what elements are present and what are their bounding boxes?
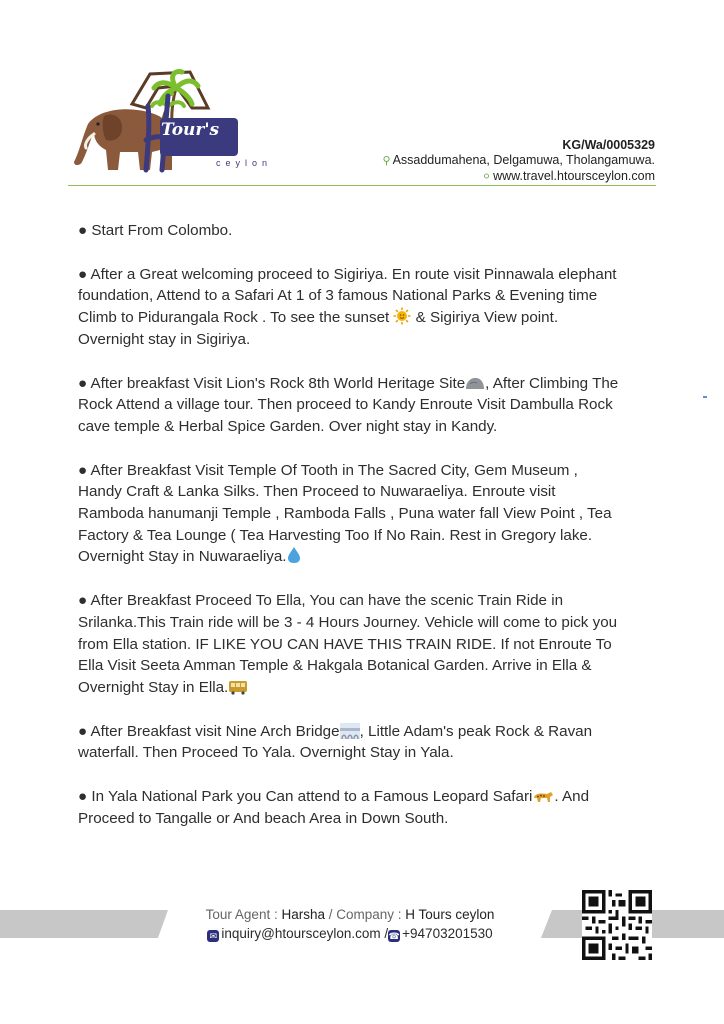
- globe-icon: ⚪: [481, 171, 492, 183]
- itinerary-text: . And Proceed to Tangalle or And beach Area in Down South.: [78, 788, 590, 827]
- company-label: Company :: [336, 907, 406, 922]
- footer-contact: [190, 905, 510, 943]
- itinerary-item: [78, 264, 623, 351]
- company-logo: [68, 66, 273, 178]
- footer-separator: /: [325, 907, 337, 922]
- itinerary-item: [78, 220, 623, 242]
- address-line: [383, 153, 656, 169]
- itinerary-text: , After Climbing The Rock Attend a village tour. Then proceed to Kandy Enroute Visit Dambulla Rock cave temple & Herbal Spice Garden. Over night stay in Kandy.: [78, 374, 619, 435]
- itinerary-text: ● After Breakfast visit Nine Arch Bridge: [78, 722, 340, 740]
- company-name: H Tours ceylon: [405, 907, 495, 922]
- itinerary-item: [78, 373, 623, 438]
- phone-link[interactable]: +94703201530: [402, 926, 493, 941]
- footer-band-left: [0, 910, 168, 938]
- itinerary-text: ● After Breakfast Visit Temple Of Tooth in The Sacred City, Gem Museum , Handy Craft & Lanka Silks. Then Proceed to Nuwaraeliya. Enroute visit Ramboda hanumanji Temple , Ramboda Falls , Puna water fall View Point , Tea Factory & Tea Lounge ( Tea Harvesting Too If No Rain. Rest in Gregory lake. Overnight Stay in Nuwaraeliya.: [78, 461, 612, 566]
- footer-contact-line: [190, 924, 510, 943]
- agent-label: Tour Agent :: [205, 907, 282, 922]
- email-link[interactable]: inquiry@htoursceylon.com: [221, 926, 381, 941]
- itinerary-text: ● After Breakfast Proceed To Ella, You can have the scenic Train Ride in Srilanka.This Train ride will be 3 - 4 Hours Journey. Vehicle will come to pick you from Ella station. IF LIKE YOU CAN HAVE THIS TRAIN RIDE. If not Enroute To Ella Visit Seeta Amman Temple & Hakgala Botanical Garden. Arrive in Ella & Overnight Stay in Ella.: [78, 592, 618, 696]
- phone-icon: ☎: [388, 931, 400, 941]
- train-icon: [228, 679, 248, 695]
- itinerary-body: [78, 220, 623, 851]
- itinerary-text: ● After breakfast Visit Lion's Rock 8th World Heritage Site: [78, 374, 466, 392]
- registration-number: KG/Wa/0005329: [562, 138, 655, 152]
- location-pin-icon: ⚲: [382, 155, 391, 167]
- website-link[interactable]: www.travel.htoursceylon.com: [493, 169, 655, 183]
- rock-icon: [465, 375, 485, 391]
- sun-icon: [393, 307, 411, 325]
- logo-sub-text: ceylon: [216, 158, 273, 168]
- itinerary-item: [78, 721, 623, 764]
- water-drop-icon: [287, 546, 301, 564]
- leopard-icon: [532, 788, 554, 804]
- itinerary-text: ● In Yala National Park you Can attend to a Famous Leopard Safari: [78, 788, 533, 806]
- bridge-icon: [340, 723, 360, 739]
- itinerary-item: [78, 590, 623, 699]
- qr-code-icon[interactable]: [582, 890, 652, 960]
- itinerary-text: ● After a Great welcoming proceed to Sigiriya. En route visit Pinnawala elephant foundation, Attend to a Safari At 1 of 3 famous National Parks & Evening time Climb to Pidurangala Rock . To see the sunset: [78, 265, 617, 327]
- itinerary-text: , Little Adam's peak Rock & Ravan waterfall. Then Proceed To Yala. Overnight Stay in Yala.: [78, 722, 593, 762]
- header-divider: [68, 185, 656, 186]
- agent-name: Harsha: [281, 907, 325, 922]
- address-text: Assaddumahena, Delgamuwa, Tholangamuwa.: [392, 153, 655, 167]
- logo-brand-text: Tour's: [161, 120, 220, 140]
- itinerary-item: [78, 786, 623, 829]
- contact-separator: /: [380, 926, 389, 941]
- itinerary-item: [78, 460, 623, 569]
- website-line: [383, 169, 656, 185]
- stray-mark: [703, 396, 707, 398]
- header-info: [383, 138, 656, 185]
- itinerary-text: & Sigiriya View point. Overnight stay in Sigiriya.: [78, 309, 559, 348]
- itinerary-text: ● Start From Colombo.: [78, 222, 233, 239]
- footer-agent-line: [190, 905, 510, 924]
- email-icon: ✉: [207, 930, 219, 942]
